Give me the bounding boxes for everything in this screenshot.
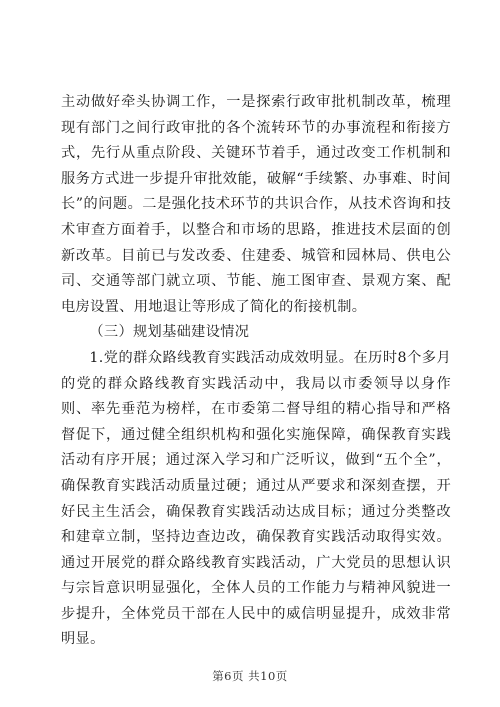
section-heading-planning-infrastructure: （三）规划基础建设情况 [89,324,250,341]
document-body [61,90,451,653]
paragraph-reform-coordination: 主动做好牵头协调工作，一是探索行政审批机制改革，梳理现有部门之间行政审批的各个流转环节的办事流程和衔接方式，先行从重点阶段、关键环节着手，通过改变工作机制和服务方式进一步提升审批效能，破解“手续繁、办事难、时间长”的问题。二是强化技术环节的共识合作，从技术咨询和技术审查方面着手，以整合和市场的思路，推进技术层面的创新改革。目前已与发改委、住建委、城管和园林局、供电公司、交通等部门就立项、节能、施工图审查、景观方案、配电房设置、用地退让等形成了简化的衔接机制。 [61,94,451,315]
page-footer-number: 第6页 共10页 [212,669,288,683]
paragraph-mass-line-education: 1.党的群众路线教育实践活动成效明显。在历时8个多月的党的群众路线教育实践活动中，我局以市委领导以身作则、率先垂范为榜样，在市委第二督导组的精心指导和严格督促下，通过健全组织机构和强化实施保障，确保教育实践活动有序开展；通过深入学习和广泛听议，做到“五个全”，确保教育实践活动质量过硬；通过从严要求和深刻查摆，开好民主生活会，确保教育实践活动达成目标；通过分类整改和建章立制，坚持边查边改，确保教育实践活动取得实效。通过开展党的群众路线教育实践活动，广大党员的思想认识与宗旨意识明显强化，全体人员的工作能力与精神风貌进一步提升，全体党员干部在人民中的威信明显提升，成效非常明显。 [61,349,451,648]
